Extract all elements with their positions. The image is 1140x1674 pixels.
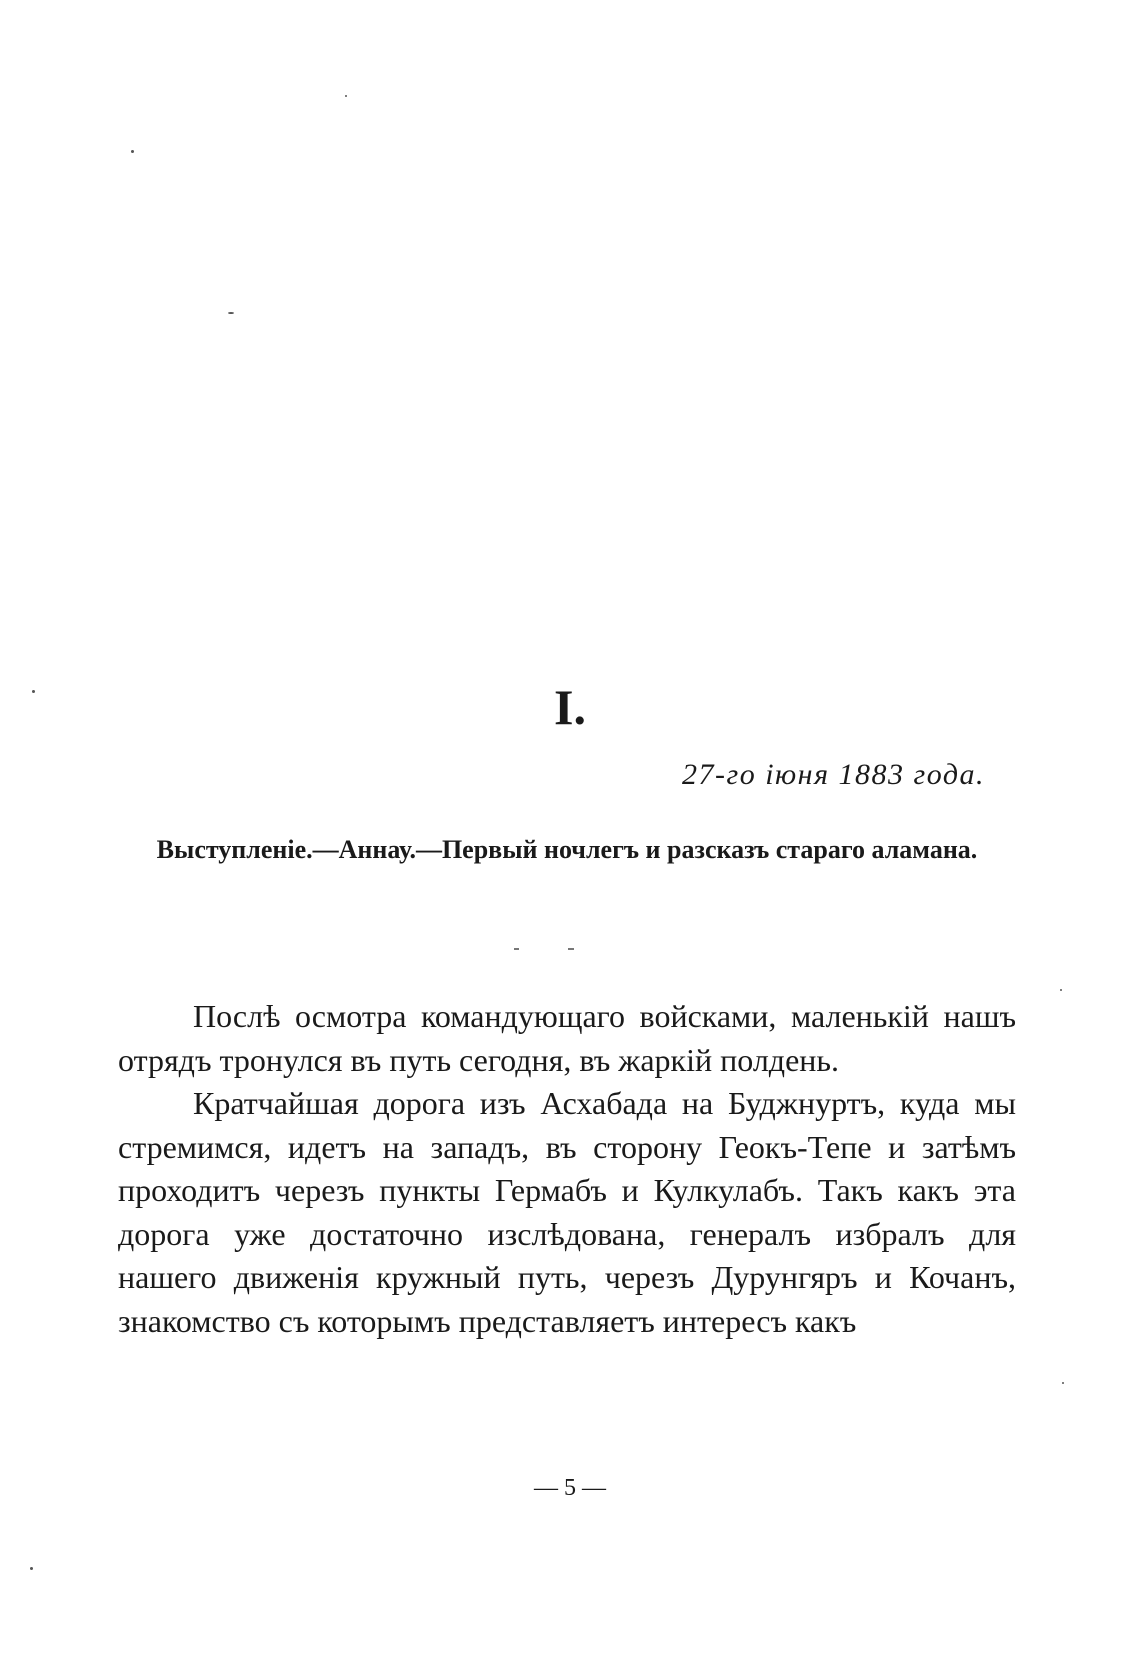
chapter-date: 27-го іюня 1883 года. — [682, 758, 985, 791]
scan-speck — [131, 150, 134, 153]
body-text — [118, 995, 1016, 1343]
scan-speck — [345, 95, 347, 97]
scan-speck — [1062, 1382, 1064, 1384]
scan-speck — [1060, 989, 1062, 991]
scan-speck — [30, 1567, 33, 1570]
chapter-summary: Выступленіе.—Аннау.—Первый ночлегъ и разсказъ стараго аламана. — [156, 835, 978, 864]
paragraph: Послѣ осмотра командующаго войсками, маленькій нашъ отрядъ тронулся въ путь сегодня, въ жаркій полдень. — [118, 998, 1016, 1078]
paragraph: Кратчайшая дорога изъ Асхабада на Буджнуртъ, куда мы стремимся, идетъ на западъ, въ сторону Геокъ-Тепе и затѣмъ проходитъ черезъ пункты Гермабъ и Кулкулабъ. Такъ какъ эта дорога уже достаточно изслѣдована, генералъ избралъ для нашего движенія кружный путь, черезъ Дурунгяръ и Кочанъ, знакомство съ которымъ представляетъ интересъ какъ — [118, 1085, 1016, 1339]
scan-speck — [228, 312, 234, 314]
page-number: — 5 — — [534, 1475, 606, 1501]
chapter-number: I. — [554, 679, 586, 735]
separator — [514, 948, 574, 952]
